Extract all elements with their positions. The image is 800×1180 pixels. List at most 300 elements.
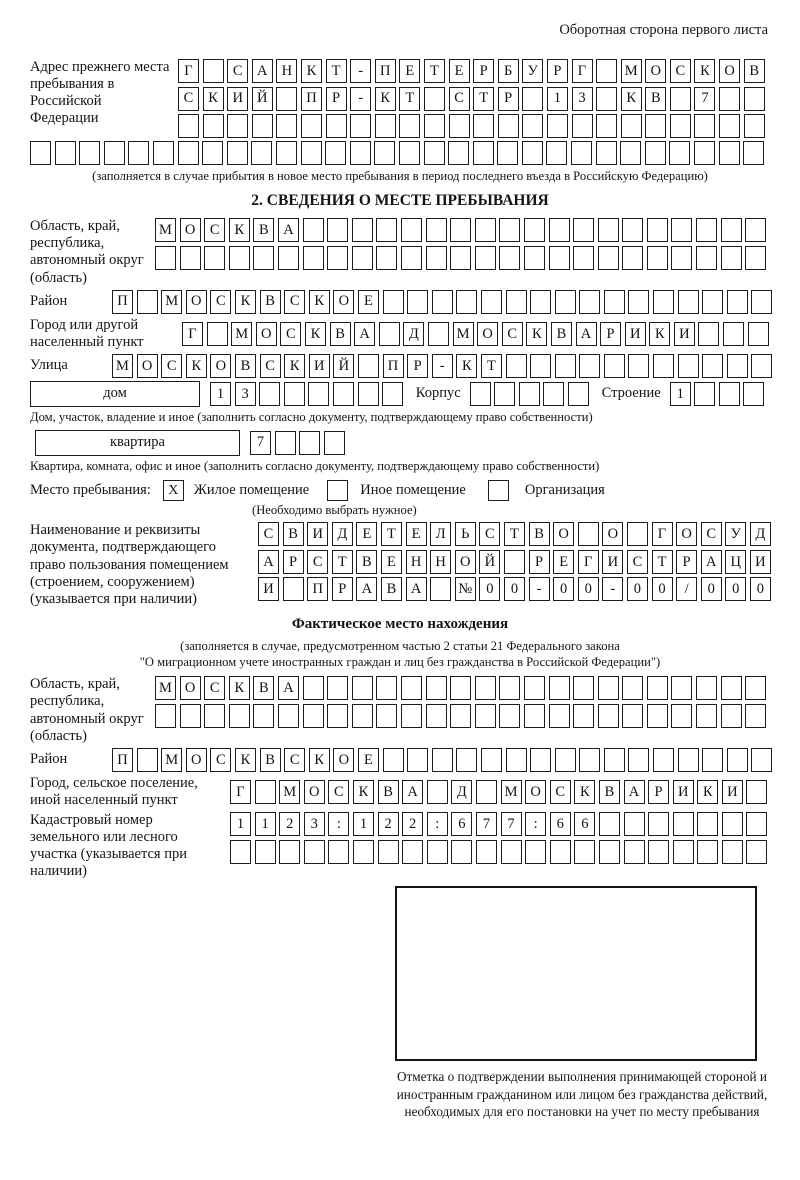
char-cell[interactable]	[308, 382, 329, 406]
char-cell[interactable]	[30, 141, 51, 165]
char-cell[interactable]	[253, 704, 274, 728]
char-cell[interactable]: В	[260, 748, 281, 772]
char-cell[interactable]: Г	[178, 59, 199, 83]
char-cell[interactable]	[694, 382, 715, 406]
char-cell[interactable]: 0	[479, 577, 500, 601]
char-cell[interactable]: Й	[479, 550, 500, 574]
char-cell[interactable]	[470, 382, 491, 406]
char-cell[interactable]: 0	[578, 577, 599, 601]
char-cell[interactable]: В	[260, 290, 281, 314]
char-cell[interactable]	[719, 141, 740, 165]
char-cell[interactable]	[401, 704, 422, 728]
char-cell[interactable]	[374, 141, 395, 165]
char-cell[interactable]: В	[378, 780, 399, 804]
char-cell[interactable]: К	[305, 322, 326, 346]
char-cell[interactable]: А	[278, 676, 299, 700]
char-cell[interactable]: Н	[276, 59, 297, 83]
char-cell[interactable]: И	[258, 577, 279, 601]
char-cell[interactable]: Ц	[725, 550, 746, 574]
char-cell[interactable]: Р	[332, 577, 353, 601]
char-cell[interactable]	[476, 840, 497, 864]
char-cell[interactable]	[648, 812, 669, 836]
char-cell[interactable]	[696, 676, 717, 700]
char-cell[interactable]	[79, 141, 100, 165]
char-cell[interactable]	[722, 812, 743, 836]
char-cell[interactable]: 1	[255, 812, 276, 836]
char-cell[interactable]	[598, 676, 619, 700]
char-cell[interactable]	[622, 246, 643, 270]
char-cell[interactable]: -	[529, 577, 550, 601]
char-cell[interactable]	[358, 382, 379, 406]
char-cell[interactable]: О	[180, 676, 201, 700]
char-cell[interactable]	[530, 290, 551, 314]
char-cell[interactable]: В	[330, 322, 351, 346]
char-cell[interactable]	[153, 141, 174, 165]
char-cell[interactable]: А	[278, 218, 299, 242]
char-cell[interactable]	[522, 141, 543, 165]
char-cell[interactable]	[204, 704, 225, 728]
char-cell[interactable]	[278, 246, 299, 270]
char-cell[interactable]	[352, 218, 373, 242]
char-cell[interactable]: П	[301, 87, 322, 111]
char-cell[interactable]: О	[602, 522, 623, 546]
char-cell[interactable]	[204, 246, 225, 270]
char-cell[interactable]	[251, 141, 272, 165]
char-cell[interactable]: В	[551, 322, 572, 346]
char-cell[interactable]: А	[258, 550, 279, 574]
char-cell[interactable]	[326, 114, 347, 138]
char-cell[interactable]: 2	[279, 812, 300, 836]
char-cell[interactable]: Д	[332, 522, 353, 546]
char-cell[interactable]	[304, 840, 325, 864]
char-cell[interactable]: Т	[326, 59, 347, 83]
char-cell[interactable]	[555, 290, 576, 314]
char-cell[interactable]: С	[204, 676, 225, 700]
char-cell[interactable]	[430, 577, 451, 601]
char-cell[interactable]	[303, 704, 324, 728]
char-cell[interactable]	[524, 676, 545, 700]
char-cell[interactable]: О	[553, 522, 574, 546]
char-cell[interactable]: А	[354, 322, 375, 346]
char-cell[interactable]	[203, 114, 224, 138]
char-cell[interactable]	[522, 114, 543, 138]
char-cell[interactable]	[407, 290, 428, 314]
char-cell[interactable]: В	[235, 354, 256, 378]
char-cell[interactable]	[702, 290, 723, 314]
char-cell[interactable]: -	[350, 59, 371, 83]
char-cell[interactable]	[647, 246, 668, 270]
char-cell[interactable]: Р	[547, 59, 568, 83]
char-cell[interactable]: О	[304, 780, 325, 804]
char-cell[interactable]	[382, 382, 403, 406]
char-cell[interactable]: В	[381, 577, 402, 601]
char-cell[interactable]	[278, 704, 299, 728]
char-cell[interactable]	[696, 704, 717, 728]
char-cell[interactable]: С	[307, 550, 328, 574]
char-cell[interactable]	[358, 354, 379, 378]
char-cell[interactable]: И	[674, 322, 695, 346]
char-cell[interactable]	[745, 704, 766, 728]
char-cell[interactable]	[621, 114, 642, 138]
char-cell[interactable]: В	[744, 59, 765, 83]
char-cell[interactable]: А	[252, 59, 273, 83]
char-cell[interactable]: Н	[430, 550, 451, 574]
char-cell[interactable]: Р	[473, 59, 494, 83]
char-cell[interactable]	[475, 218, 496, 242]
char-cell[interactable]	[327, 704, 348, 728]
char-cell[interactable]	[426, 676, 447, 700]
char-cell[interactable]: А	[576, 322, 597, 346]
char-cell[interactable]	[202, 141, 223, 165]
char-cell[interactable]: И	[625, 322, 646, 346]
checkbox-organization[interactable]	[488, 480, 509, 501]
char-cell[interactable]	[284, 382, 305, 406]
char-cell[interactable]: 3	[304, 812, 325, 836]
char-cell[interactable]: 7	[501, 812, 522, 836]
char-cell[interactable]: А	[356, 577, 377, 601]
char-cell[interactable]	[721, 218, 742, 242]
char-cell[interactable]: К	[309, 748, 330, 772]
checkbox-residential[interactable]: X	[163, 480, 184, 501]
char-cell[interactable]: Б	[498, 59, 519, 83]
char-cell[interactable]: К	[186, 354, 207, 378]
char-cell[interactable]: 1	[547, 87, 568, 111]
char-cell[interactable]	[276, 141, 297, 165]
char-cell[interactable]: 0	[627, 577, 648, 601]
char-cell[interactable]	[574, 840, 595, 864]
char-cell[interactable]: М	[501, 780, 522, 804]
char-cell[interactable]	[599, 840, 620, 864]
char-cell[interactable]	[670, 87, 691, 111]
char-cell[interactable]	[648, 840, 669, 864]
char-cell[interactable]	[673, 840, 694, 864]
char-cell[interactable]	[328, 840, 349, 864]
char-cell[interactable]: И	[750, 550, 771, 574]
char-cell[interactable]: П	[307, 577, 328, 601]
char-cell[interactable]: Р	[600, 322, 621, 346]
char-cell[interactable]	[573, 218, 594, 242]
char-cell[interactable]: К	[621, 87, 642, 111]
char-cell[interactable]	[450, 676, 471, 700]
char-cell[interactable]	[653, 354, 674, 378]
char-cell[interactable]: О	[210, 354, 231, 378]
char-cell[interactable]	[696, 246, 717, 270]
char-cell[interactable]	[653, 290, 674, 314]
char-cell[interactable]	[525, 840, 546, 864]
char-cell[interactable]	[275, 431, 296, 455]
char-cell[interactable]: А	[402, 780, 423, 804]
char-cell[interactable]: С	[627, 550, 648, 574]
char-cell[interactable]: Д	[403, 322, 424, 346]
char-cell[interactable]: Г	[652, 522, 673, 546]
char-cell[interactable]: Й	[252, 87, 273, 111]
char-cell[interactable]	[627, 522, 648, 546]
char-cell[interactable]	[180, 246, 201, 270]
char-cell[interactable]	[579, 290, 600, 314]
char-cell[interactable]: С	[280, 322, 301, 346]
char-cell[interactable]: П	[383, 354, 404, 378]
char-cell[interactable]	[647, 676, 668, 700]
char-cell[interactable]	[401, 246, 422, 270]
char-cell[interactable]	[604, 290, 625, 314]
char-cell[interactable]	[743, 141, 764, 165]
char-cell[interactable]: Е	[381, 550, 402, 574]
char-cell[interactable]: П	[112, 748, 133, 772]
apartment-type-box[interactable]: квартира	[35, 430, 240, 456]
char-cell[interactable]	[376, 704, 397, 728]
char-cell[interactable]	[746, 840, 767, 864]
char-cell[interactable]: 6	[550, 812, 571, 836]
char-cell[interactable]: С	[161, 354, 182, 378]
char-cell[interactable]	[745, 246, 766, 270]
char-cell[interactable]: С	[670, 59, 691, 83]
char-cell[interactable]	[426, 218, 447, 242]
char-cell[interactable]	[402, 840, 423, 864]
char-cell[interactable]	[137, 748, 158, 772]
char-cell[interactable]	[669, 141, 690, 165]
char-cell[interactable]	[424, 87, 445, 111]
char-cell[interactable]: Т	[481, 354, 502, 378]
char-cell[interactable]	[598, 218, 619, 242]
char-cell[interactable]: С	[284, 748, 305, 772]
char-cell[interactable]	[497, 141, 518, 165]
char-cell[interactable]: О	[477, 322, 498, 346]
char-cell[interactable]: О	[256, 322, 277, 346]
char-cell[interactable]: О	[186, 748, 207, 772]
char-cell[interactable]: Е	[406, 522, 427, 546]
char-cell[interactable]: 2	[402, 812, 423, 836]
char-cell[interactable]	[596, 87, 617, 111]
char-cell[interactable]	[622, 704, 643, 728]
char-cell[interactable]: С	[210, 290, 231, 314]
char-cell[interactable]	[155, 704, 176, 728]
char-cell[interactable]	[719, 114, 740, 138]
char-cell[interactable]: Г	[578, 550, 599, 574]
char-cell[interactable]: Е	[399, 59, 420, 83]
char-cell[interactable]: С	[260, 354, 281, 378]
char-cell[interactable]	[203, 59, 224, 83]
char-cell[interactable]: 0	[701, 577, 722, 601]
char-cell[interactable]	[721, 676, 742, 700]
char-cell[interactable]	[549, 218, 570, 242]
char-cell[interactable]: В	[253, 676, 274, 700]
char-cell[interactable]	[653, 748, 674, 772]
char-cell[interactable]	[475, 246, 496, 270]
char-cell[interactable]: 7	[476, 812, 497, 836]
char-cell[interactable]	[598, 246, 619, 270]
char-cell[interactable]	[571, 141, 592, 165]
char-cell[interactable]	[719, 382, 740, 406]
char-cell[interactable]	[604, 354, 625, 378]
char-cell[interactable]: К	[203, 87, 224, 111]
char-cell[interactable]: О	[645, 59, 666, 83]
char-cell[interactable]: Р	[648, 780, 669, 804]
char-cell[interactable]	[426, 246, 447, 270]
char-cell[interactable]	[229, 704, 250, 728]
char-cell[interactable]: К	[309, 290, 330, 314]
char-cell[interactable]: Т	[473, 87, 494, 111]
char-cell[interactable]: 7	[250, 431, 271, 455]
char-cell[interactable]	[522, 87, 543, 111]
char-cell[interactable]	[696, 218, 717, 242]
char-cell[interactable]	[499, 676, 520, 700]
char-cell[interactable]	[678, 354, 699, 378]
char-cell[interactable]	[456, 748, 477, 772]
char-cell[interactable]: С	[284, 290, 305, 314]
char-cell[interactable]	[450, 218, 471, 242]
char-cell[interactable]	[506, 290, 527, 314]
char-cell[interactable]: 3	[235, 382, 256, 406]
char-cell[interactable]	[727, 748, 748, 772]
char-cell[interactable]	[324, 431, 345, 455]
char-cell[interactable]	[379, 322, 400, 346]
char-cell[interactable]	[180, 704, 201, 728]
char-cell[interactable]	[555, 748, 576, 772]
char-cell[interactable]	[499, 218, 520, 242]
char-cell[interactable]	[745, 218, 766, 242]
char-cell[interactable]	[702, 748, 723, 772]
char-cell[interactable]: 6	[451, 812, 472, 836]
char-cell[interactable]: В	[356, 550, 377, 574]
char-cell[interactable]: Г	[230, 780, 251, 804]
char-cell[interactable]: Е	[358, 290, 379, 314]
char-cell[interactable]	[549, 676, 570, 700]
char-cell[interactable]	[673, 812, 694, 836]
char-cell[interactable]: Ь	[455, 522, 476, 546]
char-cell[interactable]	[546, 141, 567, 165]
char-cell[interactable]	[259, 382, 280, 406]
char-cell[interactable]	[227, 114, 248, 138]
char-cell[interactable]	[128, 141, 149, 165]
char-cell[interactable]	[449, 114, 470, 138]
char-cell[interactable]	[628, 354, 649, 378]
char-cell[interactable]	[178, 114, 199, 138]
char-cell[interactable]	[350, 141, 371, 165]
char-cell[interactable]	[352, 704, 373, 728]
char-cell[interactable]	[353, 840, 374, 864]
char-cell[interactable]: О	[676, 522, 697, 546]
char-cell[interactable]	[547, 114, 568, 138]
char-cell[interactable]	[303, 218, 324, 242]
char-cell[interactable]: В	[253, 218, 274, 242]
char-cell[interactable]	[178, 141, 199, 165]
char-cell[interactable]: Г	[572, 59, 593, 83]
char-cell[interactable]: О	[186, 290, 207, 314]
char-cell[interactable]: -	[602, 577, 623, 601]
char-cell[interactable]: 1	[353, 812, 374, 836]
char-cell[interactable]	[450, 704, 471, 728]
char-cell[interactable]: С	[328, 780, 349, 804]
char-cell[interactable]: С	[178, 87, 199, 111]
char-cell[interactable]: С	[701, 522, 722, 546]
char-cell[interactable]	[745, 676, 766, 700]
char-cell[interactable]	[451, 840, 472, 864]
char-cell[interactable]	[399, 114, 420, 138]
char-cell[interactable]: М	[161, 290, 182, 314]
char-cell[interactable]	[572, 114, 593, 138]
char-cell[interactable]	[506, 748, 527, 772]
char-cell[interactable]	[549, 704, 570, 728]
char-cell[interactable]: И	[602, 550, 623, 574]
char-cell[interactable]	[624, 840, 645, 864]
char-cell[interactable]	[501, 840, 522, 864]
char-cell[interactable]: Н	[406, 550, 427, 574]
char-cell[interactable]: К	[229, 218, 250, 242]
char-cell[interactable]: Р	[529, 550, 550, 574]
char-cell[interactable]	[524, 704, 545, 728]
char-cell[interactable]	[645, 114, 666, 138]
char-cell[interactable]	[550, 840, 571, 864]
char-cell[interactable]: К	[694, 59, 715, 83]
char-cell[interactable]	[327, 676, 348, 700]
char-cell[interactable]	[504, 550, 525, 574]
char-cell[interactable]	[383, 290, 404, 314]
char-cell[interactable]	[378, 840, 399, 864]
char-cell[interactable]	[301, 114, 322, 138]
char-cell[interactable]	[327, 218, 348, 242]
char-cell[interactable]	[473, 114, 494, 138]
char-cell[interactable]	[599, 812, 620, 836]
char-cell[interactable]	[255, 780, 276, 804]
char-cell[interactable]: М	[155, 218, 176, 242]
char-cell[interactable]: С	[204, 218, 225, 242]
char-cell[interactable]: П	[375, 59, 396, 83]
char-cell[interactable]	[568, 382, 589, 406]
char-cell[interactable]	[333, 382, 354, 406]
char-cell[interactable]	[694, 114, 715, 138]
char-cell[interactable]	[721, 704, 742, 728]
char-cell[interactable]: :	[328, 812, 349, 836]
char-cell[interactable]	[671, 704, 692, 728]
char-cell[interactable]	[751, 354, 772, 378]
char-cell[interactable]	[301, 141, 322, 165]
char-cell[interactable]	[628, 748, 649, 772]
char-cell[interactable]	[475, 704, 496, 728]
char-cell[interactable]	[473, 141, 494, 165]
char-cell[interactable]: :	[525, 812, 546, 836]
char-cell[interactable]: П	[112, 290, 133, 314]
char-cell[interactable]	[252, 114, 273, 138]
char-cell[interactable]	[276, 114, 297, 138]
char-cell[interactable]	[350, 114, 371, 138]
char-cell[interactable]	[448, 141, 469, 165]
char-cell[interactable]	[530, 748, 551, 772]
char-cell[interactable]: Г	[182, 322, 203, 346]
char-cell[interactable]: С	[550, 780, 571, 804]
char-cell[interactable]: О	[455, 550, 476, 574]
char-cell[interactable]: 1	[230, 812, 251, 836]
char-cell[interactable]	[428, 322, 449, 346]
char-cell[interactable]: В	[599, 780, 620, 804]
char-cell[interactable]	[524, 218, 545, 242]
char-cell[interactable]	[578, 522, 599, 546]
char-cell[interactable]: Д	[750, 522, 771, 546]
char-cell[interactable]	[697, 840, 718, 864]
char-cell[interactable]: И	[673, 780, 694, 804]
char-cell[interactable]: №	[455, 577, 476, 601]
char-cell[interactable]: Е	[356, 522, 377, 546]
char-cell[interactable]: 0	[750, 577, 771, 601]
char-cell[interactable]	[573, 246, 594, 270]
char-cell[interactable]: К	[301, 59, 322, 83]
char-cell[interactable]	[743, 382, 764, 406]
char-cell[interactable]	[573, 704, 594, 728]
char-cell[interactable]	[671, 246, 692, 270]
char-cell[interactable]	[524, 246, 545, 270]
char-cell[interactable]	[719, 87, 740, 111]
char-cell[interactable]	[230, 840, 251, 864]
char-cell[interactable]	[283, 577, 304, 601]
